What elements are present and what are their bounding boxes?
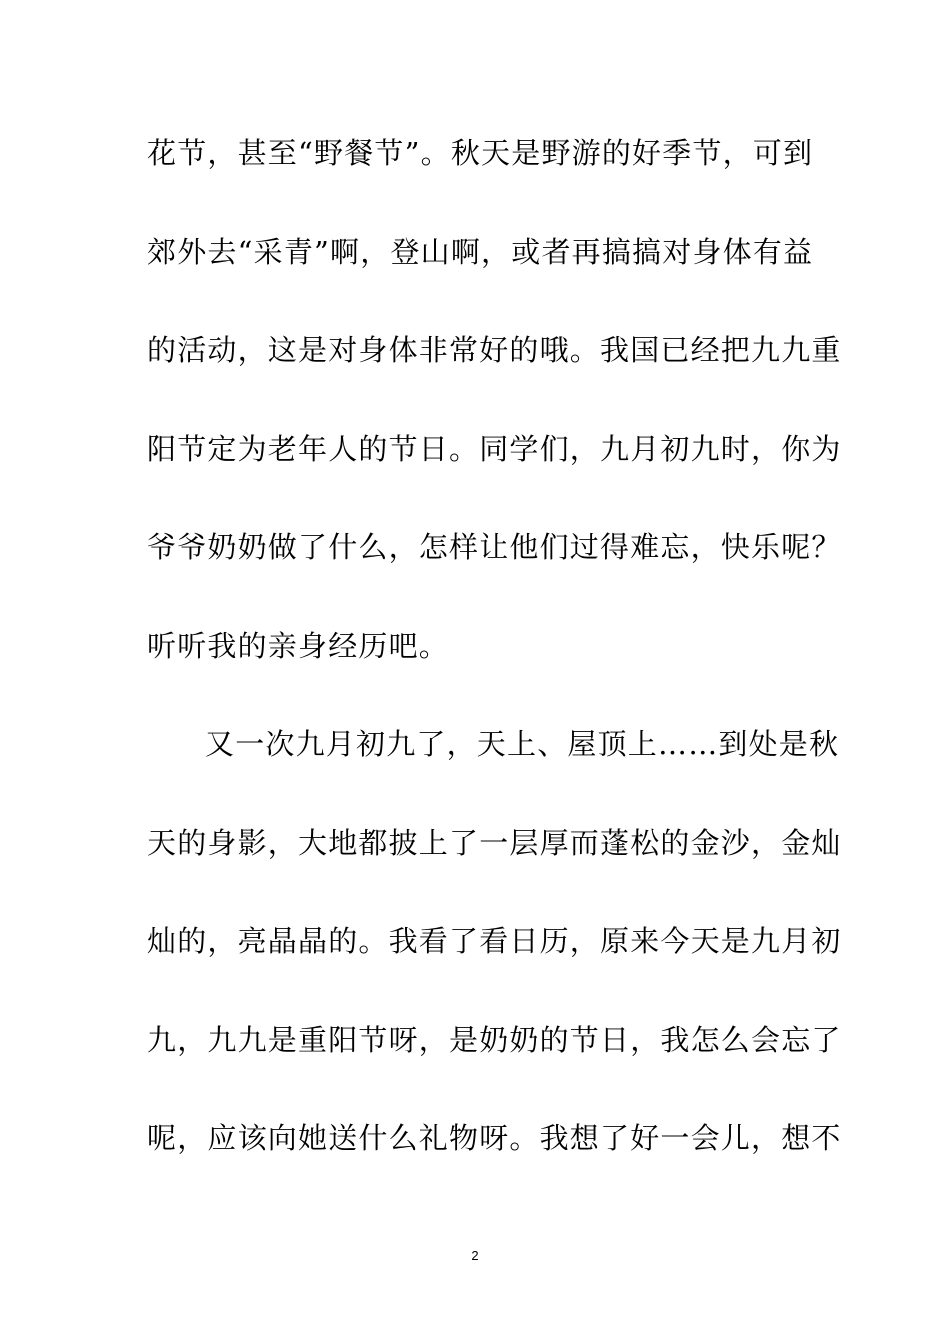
text-line: 郊外去“采青”啊，登山啊，或者再搞搞对身体有益 <box>147 234 814 269</box>
text-line: 呢，应该向她送什么礼物呀。我想了好一会儿，想不 <box>147 1121 842 1155</box>
paragraph-start-line: 又一次九月初九了，天上、屋顶上……到处是秋 <box>205 727 840 761</box>
text-line: 天的身影，大地都披上了一层厚而蓬松的金沙，金灿 <box>147 825 842 860</box>
text-line: 花节，甚至“野餐节”。秋天是野游的好季节，可到 <box>147 136 814 170</box>
text-line: 阳节定为老年人的节日。同学们，九月初九时，你为 <box>147 431 842 466</box>
text-line: 听听我的亲身经历吧。 <box>147 628 450 663</box>
text-line: 九，九九是重阳节呀，是奶奶的节日，我怎么会忘了 <box>147 1022 842 1057</box>
text-line: 的活动，这是对身体非常好的哦。我国已经把九九重 <box>147 333 842 367</box>
page-number: 2 <box>471 1248 479 1263</box>
body-text <box>147 126 842 1210</box>
text-line: 灿的，亮晶晶的。我看了看日历，原来今天是九月初 <box>147 924 842 958</box>
text-line: 爷爷奶奶做了什么，怎样让他们过得难忘，快乐呢？ <box>147 530 842 564</box>
